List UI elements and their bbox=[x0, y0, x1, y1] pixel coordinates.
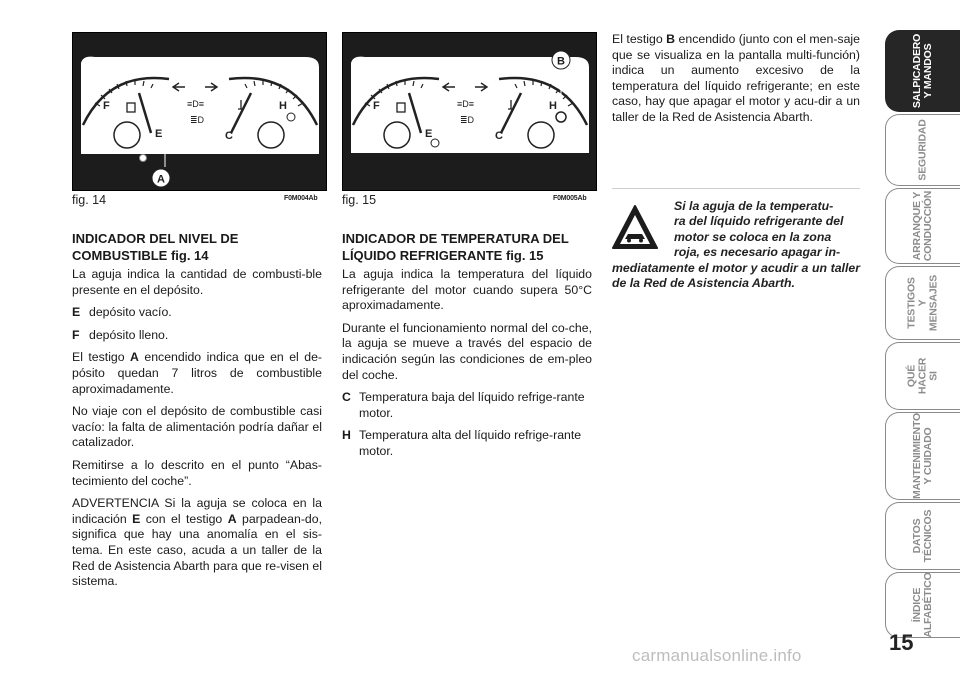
gauge-empty-label: E bbox=[155, 128, 163, 140]
paragraph: La aguja indica la cantidad de combusti-ble presente en el depósito. bbox=[72, 267, 322, 297]
gauge-empty-label: E bbox=[425, 128, 433, 140]
tab-arranque-y-conduccion[interactable] bbox=[885, 188, 960, 264]
callout-label: B bbox=[557, 55, 565, 68]
instrument-cluster-fuel-illustration bbox=[73, 33, 326, 190]
low-beam-icon: ≣D bbox=[190, 115, 205, 125]
gauge-full-label: F bbox=[373, 100, 380, 112]
figure-15-caption: fig. 15 bbox=[342, 193, 377, 207]
figure-14-caption: fig. 14 bbox=[72, 193, 107, 207]
tab-que-hacer-si[interactable] bbox=[885, 342, 960, 410]
tab-mantenimiento-y-cuidado[interactable] bbox=[885, 412, 960, 500]
item-text: Temperatura baja del líquido refrige-rante motor. bbox=[359, 390, 585, 420]
tab-label: TESTIGOS Y MENSAJES bbox=[905, 274, 940, 332]
paragraph: La aguja indica la temperatura del líquido refrigerante del motor cuando supera 50°C aproximadamente. bbox=[342, 267, 592, 313]
warning-line: mediatamente el motor y acudir a un taller de la Red de Asistencia Abarth. bbox=[612, 260, 860, 291]
item-key: F bbox=[72, 327, 80, 342]
figure-14 bbox=[72, 32, 327, 191]
tab-label: ÍNDICE ALFABÉTICO bbox=[911, 572, 934, 638]
tab-label: DATOS TÉCNICOS bbox=[911, 509, 934, 563]
tab-seguridad[interactable] bbox=[885, 114, 960, 186]
gauge-hot-label: H bbox=[279, 100, 287, 112]
list-item bbox=[342, 390, 592, 421]
tab-testigos-y-mensajes[interactable] bbox=[885, 266, 960, 340]
list-item bbox=[342, 428, 592, 459]
paragraph: El testigo B encendido (junto con el men-saje que se visualiza en la pantalla multi-función) indica un aumento excesivo de la temperatura del líquido refrigerante; en este caso, hay que apagar el motor y acu-dir a un taller de la Red de Asistencia Abarth. bbox=[612, 32, 860, 124]
tab-label: QUÉ HACER SI bbox=[905, 357, 940, 395]
warning-line: roja, es necesario apagar in- bbox=[674, 245, 841, 260]
warning-triangle-icon bbox=[610, 203, 660, 251]
list-item bbox=[72, 305, 322, 321]
page-number: 15 bbox=[889, 630, 914, 655]
tab-label: ARRANQUE Y CONDUCCIÓN bbox=[911, 190, 934, 262]
position-lights-icon: ≡D≡ bbox=[457, 99, 475, 109]
item-key: C bbox=[342, 390, 351, 405]
position-lights-icon: ≡D≡ bbox=[187, 99, 205, 109]
gauge-cold-label: C bbox=[495, 130, 503, 142]
paragraph: No viaje con el depósito de combustible casi vacío: la falta de alimentación podría dañar el catalizador. bbox=[72, 404, 322, 450]
paragraph: El testigo A encendido indica que en el de-pósito quedan 7 litros de combustible aproximadamente. bbox=[72, 350, 322, 396]
item-key: E bbox=[72, 305, 81, 320]
tab-salpicadero-y-mandos[interactable] bbox=[885, 30, 960, 112]
instrument-cluster-temperature-illustration bbox=[343, 33, 596, 190]
figure-15 bbox=[342, 32, 597, 191]
list-item bbox=[72, 328, 322, 344]
figure-15-code: F0M005Ab bbox=[553, 195, 587, 202]
gauge-full-label: F bbox=[103, 100, 110, 112]
item-text: Temperatura alta del líquido refrige-rante motor. bbox=[359, 428, 582, 458]
tab-indice-alfabetico[interactable] bbox=[885, 572, 960, 638]
callout-label: A bbox=[157, 173, 165, 186]
fuel-gauge-section bbox=[72, 231, 322, 597]
low-beam-icon: ≣D bbox=[460, 115, 475, 125]
warning-line: motor se coloca en la zona bbox=[674, 229, 832, 244]
paragraph: Durante el funcionamiento normal del co-che, la aguja se mueve a través del espacio de indicación según las condiciones de em-pleo del coche. bbox=[342, 320, 592, 382]
tab-label: MANTENIMIENTO Y CUIDADO bbox=[911, 413, 934, 499]
gauge-cold-label: C bbox=[225, 130, 233, 142]
gauge-hot-label: H bbox=[549, 100, 557, 112]
item-text: depósito lleno. bbox=[89, 327, 169, 342]
paragraph: Remitirse a lo descrito en el punto “Abas-tecimiento del coche”. bbox=[72, 457, 322, 488]
item-text: depósito vacío. bbox=[89, 305, 172, 320]
figure-14-code: F0M004Ab bbox=[284, 195, 318, 202]
watermark: carmanualsonline.info bbox=[632, 646, 802, 665]
warning-line: Si la aguja de la temperatu- bbox=[674, 199, 834, 213]
warning-line: ra del líquido refrigerante del bbox=[674, 214, 844, 229]
section-heading: INDICADOR DE TEMPERATURA DEL LÍQUIDO REFRIGERANTE fig. 15 bbox=[342, 231, 569, 263]
temperature-warning-text bbox=[612, 32, 860, 133]
tab-label: SALPICADERO Y MANDOS bbox=[911, 33, 934, 109]
section-heading: INDICADOR DEL NIVEL DE COMBUSTIBLE fig. 14 bbox=[72, 231, 239, 263]
temperature-gauge-section bbox=[342, 231, 592, 467]
paragraph: ADVERTENCIA Si la aguja se coloca en la indicación E con el testigo A parpadean-do, significa que hay una anomalía en el sis-tema. En este caso, acuda a un taller de la Red de Asistencia Abarth para que re-visen el sistema. bbox=[72, 496, 323, 589]
warning-box bbox=[612, 188, 860, 291]
tab-datos-tecnicos[interactable] bbox=[885, 502, 960, 570]
item-key: H bbox=[342, 428, 351, 443]
tab-label: SEGURIDAD bbox=[916, 119, 929, 181]
